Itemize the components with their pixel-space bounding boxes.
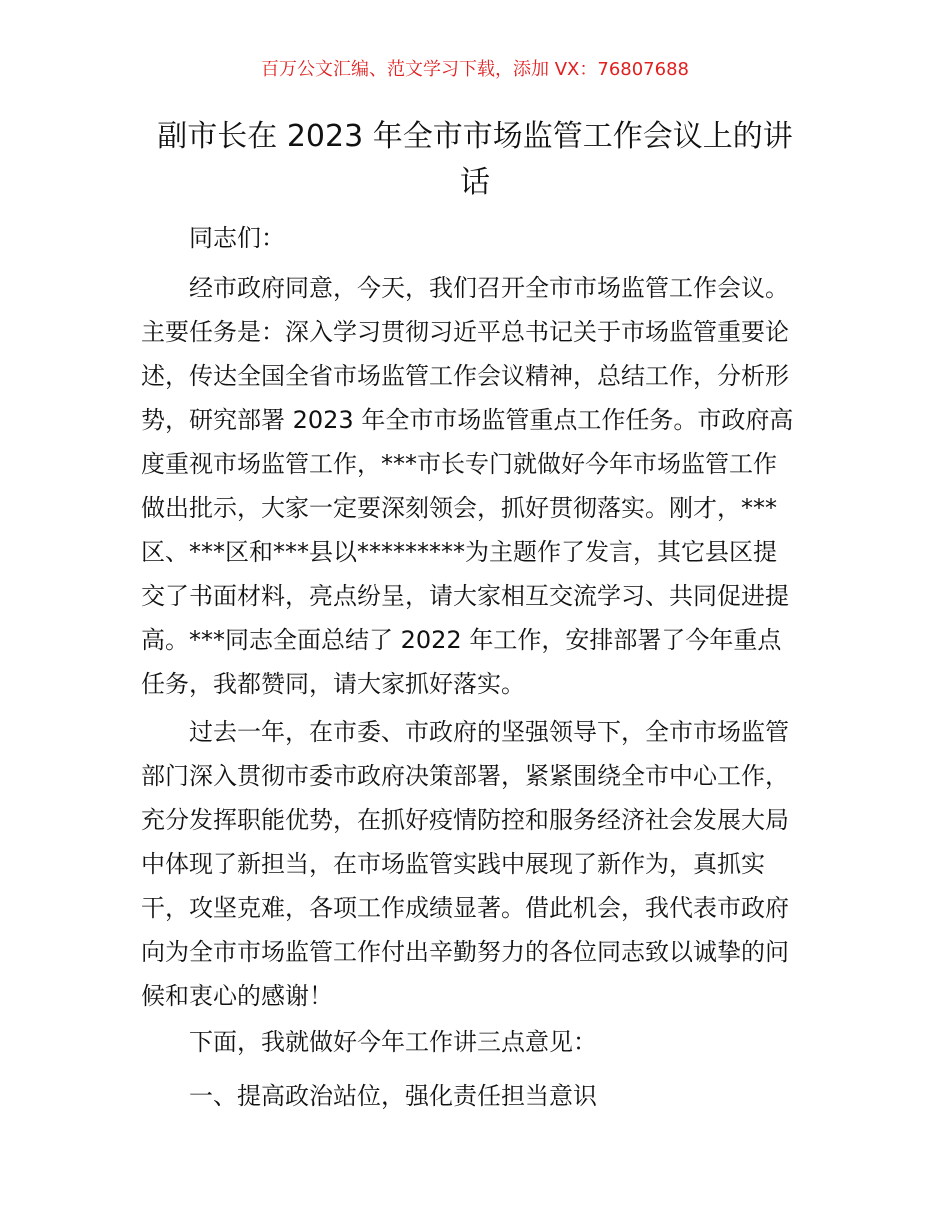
paragraph-line: 候和衷心的感谢！: [141, 982, 333, 1010]
paragraph-line: 述，传达全国全省市场监管工作会议精神，总结工作，分析形: [141, 362, 789, 390]
paragraph-3: [141, 1020, 816, 1064]
salutation: 同志们：: [189, 224, 285, 252]
title-line-2: 话: [460, 165, 490, 200]
paragraph-line: 高。***同志全面总结了 2022 年工作，安排部署了今年重点: [141, 626, 782, 654]
paragraph-line: 任务，我都赞同，请大家抓好落实。: [141, 670, 525, 698]
paragraph-line: 干，攻坚克难，各项工作成绩显著。借此机会，我代表市政府: [141, 894, 789, 922]
section-heading-text: 一、提高政治站位，强化责任担当意识: [189, 1082, 597, 1110]
paragraph-line: 充分发挥职能优势，在抓好疫情防控和服务经济社会发展大局: [141, 806, 789, 834]
paragraph-line: 经市政府同意，今天，我们召开全市市场监管工作会议。: [189, 274, 789, 302]
title-line-1: 副市长在 2023 年全市市场监管工作会议上的讲: [157, 119, 793, 154]
paragraph-line: 做出批示，大家一定要深刻领会，抓好贯彻落实。刚才，***: [141, 494, 777, 522]
paragraph-1: [141, 266, 816, 706]
paragraph-line: 度重视市场监管工作，***市长专门就做好今年市场监管工作: [141, 450, 777, 478]
paragraph-line: 部门深入贯彻市委市政府决策部署，紧紧围绕全市中心工作，: [141, 762, 789, 790]
document-title: [120, 114, 830, 206]
paragraph-line: 下面，我就做好今年工作讲三点意见：: [189, 1028, 597, 1056]
paragraph-line: 势，研究部署 2023 年全市市场监管重点工作任务。市政府高: [141, 406, 794, 434]
paragraph-line: 交了书面材料，亮点纷呈，请大家相互交流学习、共同促进提: [141, 582, 789, 610]
paragraph-line: 区、***区和***县以*********为主题作了发言，其它县区提: [141, 538, 777, 566]
section-heading-1: [141, 1074, 816, 1118]
paragraph-line: 向为全市市场监管工作付出辛勤努力的各位同志致以诚挚的问: [141, 938, 789, 966]
paragraph-2: [141, 710, 816, 1018]
paragraph-line: 过去一年，在市委、市政府的坚强领导下，全市市场监管: [189, 718, 789, 746]
watermark-banner: 百万公文汇编、范文学习下载，添加 VX：76807688: [261, 59, 689, 80]
document-body: [141, 216, 816, 260]
paragraph-line: 主要任务是：深入学习贯彻习近平总书记关于市场监管重要论: [141, 318, 789, 346]
paragraph-line: 中体现了新担当，在市场监管实践中展现了新作为，真抓实: [141, 850, 765, 878]
